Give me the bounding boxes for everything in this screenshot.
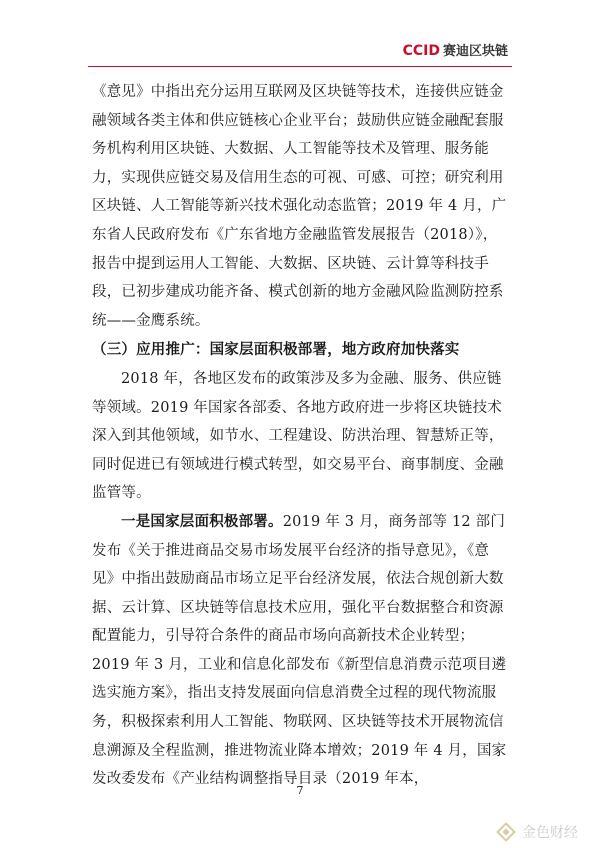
paragraph-with-lead	[92, 508, 508, 794]
header-divider	[88, 66, 512, 67]
watermark	[496, 822, 578, 842]
paragraph-body: 2019 年 3 月，商务部等 12 部门发布《关于推进商品交易市场发展平台经济的指导意见》，《意见》中指出鼓励商品市场立足平台经济发展，依法合规创新大数据、云计算、区块链等信息技术应用，强化平台数据整合和资源配置能力，引导符合条件的商品市场向高新技术企业转型；2019 年 3 月，工业和信息化部发布《新型信息消费示范项目遴选实施方案》，指出支持发展面向信息消费全过程的现代物流服务，积极探索利用人工智能、物联网、区块链等技术开展物流信息溯源及全程监测，推进物流业降本增效；2019 年 4 月，国家发改委发布《产业结构调整指导目录（2019 年本，	[92, 513, 507, 788]
brand-name: 赛迪区块链	[442, 44, 508, 59]
paragraph-lead: 一是国家层面积极部署。	[121, 513, 283, 530]
section-heading: （三）应用推广：国家层面积极部署，地方政府加快落实	[92, 342, 460, 359]
paragraph: 2018 年，各地区发布的政策涉及多为金融、服务、供应链等领域。2019 年国家各部委、各地方政府进一步将区块链技术深入到其他领域，如节水、工程建设、防洪治理、智慧矫正等，同时促进已有领域进行模式转型，如交易平台、商事制度、金融监管等。	[92, 370, 504, 502]
header-brand-logo	[403, 40, 508, 59]
page-number: 7	[296, 784, 304, 797]
gold-diamond-logo-icon	[496, 822, 516, 842]
watermark-text: 金色财经	[522, 825, 578, 841]
document-body	[92, 78, 508, 794]
brand-ccid: CCID	[402, 43, 440, 59]
paragraph-continued: 《意见》中指出充分运用互联网及区块链等技术，连接供应链金融领域各类主体和供应链核心企业平台；鼓励供应链金融配套服务机构利用区块链、大数据、人工智能等技术及管理、服务能力，实现供应链交易及信用生态的可视、可感、可控；研究利用区块链、人工智能等新兴技术强化动态监管；2019 年 4 月，广东省人民政府发布《广东省地方金融监管发展报告（2018）》，报告中提到运用人工智能、大数据、区块链、云计算等科技手段，已初步建成功能齐备、模式创新的地方金融风险监测防控系统——金鹰系统。	[92, 84, 507, 329]
